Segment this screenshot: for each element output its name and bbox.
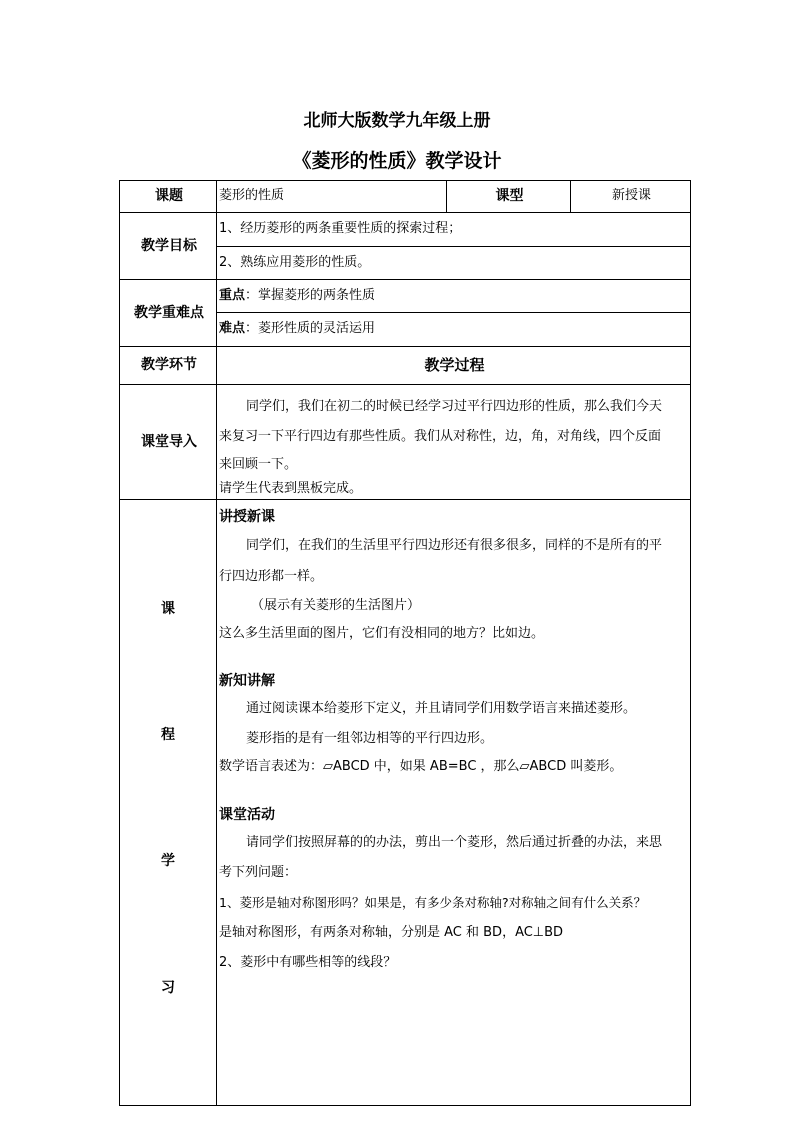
lesson-p8: 1、菱形是轴对称图形吗？如果是，有多少条对称轴?对称轴之间有什么关系？ <box>219 895 647 910</box>
document-title: 北师大版数学九年级上册 <box>303 111 491 131</box>
topic-label: 课题 <box>120 181 217 213</box>
lesson-p4: 通过阅读课本给菱形下定义，并且请同学们用数学语言来描述菱形。 <box>246 701 637 716</box>
lesson-label-char-3: 学 <box>161 853 175 870</box>
lesson-label-char-4: 习 <box>161 979 175 996</box>
key-text: ：掌握菱形的两条性质 <box>245 287 376 303</box>
lesson-p1-line2: 行四边形都一样。 <box>219 569 324 584</box>
intro-row <box>120 385 691 500</box>
intro-line-1: 同学们，我们在初二的时候已经学习过平行四边形的性质，那么我们今天 <box>246 399 663 414</box>
lesson-p7-line2: 考下列问题： <box>219 865 298 880</box>
section-header-row <box>120 347 691 385</box>
type-label: 课型 <box>447 181 571 213</box>
keypoints-label: 教学重难点 <box>120 280 217 347</box>
lesson-p2: （展示有关菱形的生活图片） <box>251 598 421 613</box>
lesson-p3: 这么多生活里面的图片，它们有没相同的地方？比如边。 <box>219 626 545 641</box>
lesson-content <box>217 500 691 1106</box>
intro-label: 课堂导入 <box>120 385 217 500</box>
lesson-p9: 是轴对称图形，有两条对称轴，分别是 AC 和 BD，AC⊥BD <box>219 925 564 940</box>
lesson-p6: 数学语言表述为：▱ABCD 中，如果 AB=BC ，那么▱ABCD 叫菱形。 <box>219 759 623 774</box>
lesson-plan-table <box>119 180 691 1106</box>
lesson-label <box>120 500 216 1105</box>
key-prefix: 重点 <box>219 287 246 303</box>
goal-item-1: 1、经历菱形的两条重要性质的探索过程； <box>217 213 691 247</box>
lesson-p5: 菱形指的是有一组邻边相等的平行四边形。 <box>246 731 494 746</box>
topic-value: 菱形的性质 <box>217 181 447 213</box>
heading-new-lesson: 讲授新课 <box>219 509 275 525</box>
section-label: 教学环节 <box>120 347 217 385</box>
intro-line-4: 请学生代表到黑板完成。 <box>219 481 363 496</box>
lesson-label-cell <box>120 500 217 1106</box>
hard-text: ：菱形性质的灵活运用 <box>245 321 376 337</box>
lesson-p10: 2、菱形中有哪些相等的线段？ <box>219 955 397 970</box>
lesson-p7-line1: 请同学们按照屏幕的的办法，剪出一个菱形，然后通过折叠的办法，来思 <box>246 835 663 850</box>
section-value: 教学过程 <box>217 347 691 385</box>
document-subtitle: 《菱形的性质》教学设计 <box>292 150 502 172</box>
topic-row <box>120 181 691 213</box>
hard-prefix: 难点 <box>219 321 246 337</box>
lesson-label-char-2: 程 <box>161 727 175 744</box>
intro-line-2: 来复习一下平行四边有那些性质。我们从对称性，边，角，对角线，四个反面 <box>219 429 662 444</box>
heading-new-knowledge: 新知讲解 <box>219 673 275 689</box>
keypoint-key <box>217 280 691 313</box>
lesson-row <box>120 500 691 1106</box>
goals-row-1 <box>120 213 691 247</box>
intro-content <box>217 385 691 500</box>
heading-class-activity: 课堂活动 <box>219 807 275 823</box>
goals-label: 教学目标 <box>120 213 217 280</box>
lesson-label-char-1: 课 <box>161 601 175 617</box>
keypoint-hard <box>217 313 691 347</box>
type-value: 新授课 <box>571 181 691 213</box>
intro-line-3: 来回顾一下。 <box>219 457 298 472</box>
goal-item-2: 2、熟练应用菱形的性质。 <box>217 247 691 280</box>
keypoints-row-1 <box>120 280 691 313</box>
lesson-p1-line1: 同学们，在我们的生活里平行四边形还有很多很多，同样的不是所有的平 <box>246 538 663 553</box>
